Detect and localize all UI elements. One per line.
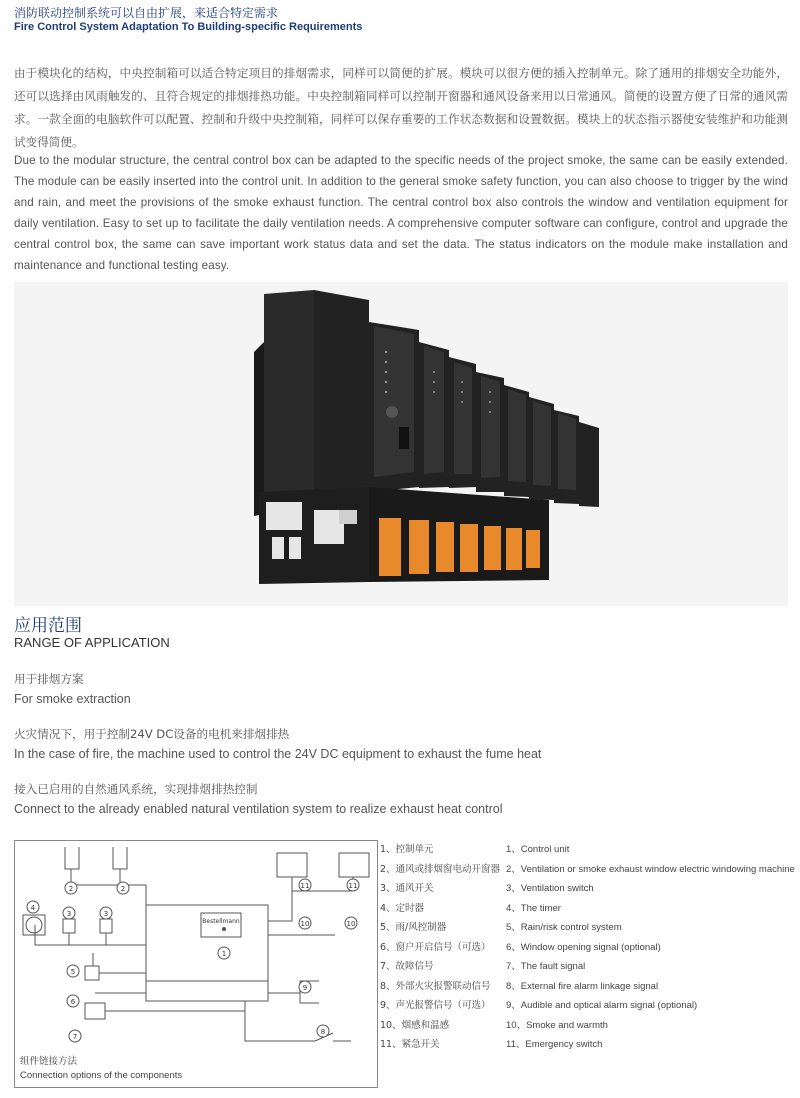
connection-diagram <box>14 840 378 1088</box>
header-title-en: Fire Control System Adaptation To Building-specific Requirements <box>14 21 363 33</box>
legend-item-cn: 2、通风或排烟窗电动开窗器 <box>380 863 501 875</box>
application-item-en: Connect to the already enabled natural ventilation system to realize exhaust heat control <box>14 802 503 816</box>
legend-cn-list <box>380 840 505 1055</box>
diagram-number: 6 <box>70 998 76 1006</box>
legend-item-cn: 6、窗户开启信号（可选） <box>380 941 491 953</box>
diagram-number: 1 <box>221 950 227 958</box>
diagram-number: 10 <box>300 920 310 928</box>
legend-item-cn: 7、故障信号 <box>380 961 434 972</box>
section-title-cn: 应用范围 <box>14 616 82 636</box>
legend-item-cn: 3、通风开关 <box>380 883 434 894</box>
legend-item-en: 4、The timer <box>506 902 561 914</box>
diagram-number: 2 <box>120 885 126 893</box>
legend-item-en: 2、Ventilation or smoke exhaust window electric windowing machine <box>506 863 795 875</box>
diagram-caption-en: Connection options of the components <box>20 1070 183 1081</box>
intro-paragraph-cn: 由于模块化的结构，中央控制箱可以适合特定项目的排烟需求，同样可以简便的扩展。模块可以很方便的插入控制单元。除了通用的排烟安全功能外，还可以选择由风雨触发的、且符合规定的排烟排热功能。中央控制箱同样可以控制开窗器和通风设备来用以日常通风。简便的设置方便了日常的通风需求。一款全面的电脑软件可以配置、控制和升级中央控制箱，同样可以保存重要的工作状态数据和设置数据。模块上的状态指示器使安装维护和功能测试变得简便。 <box>14 66 788 149</box>
diagram-number: 8 <box>320 1028 326 1036</box>
diagram-number: 9 <box>302 984 308 992</box>
legend-item-en: 6、Window opening signal (optional) <box>506 941 661 953</box>
diagram-number: 2 <box>68 885 74 893</box>
legend-item-cn: 11、紧急开关 <box>380 1039 440 1050</box>
legend-item-cn: 5、雨/风控制器 <box>380 922 447 933</box>
product-photo <box>14 282 788 606</box>
legend-item-en: 8、External fire alarm linkage signal <box>506 980 659 992</box>
application-item <box>14 671 788 706</box>
diagram-number: 3 <box>103 910 109 918</box>
legend-item-cn: 8、外部火灾报警联动信号 <box>380 980 491 992</box>
application-item-cn: 用于排烟方案 <box>14 672 84 686</box>
control-cabinet-illustration <box>14 282 788 606</box>
section-title-en: RANGE OF APPLICATION <box>14 635 170 650</box>
diagram-number: 7 <box>72 1033 78 1041</box>
legend-item-cn: 4、定时器 <box>380 902 425 914</box>
diagram-brand-label: Bestellmann <box>202 918 240 925</box>
application-item-en: For smoke extraction <box>14 692 131 706</box>
diagram-number: 5 <box>70 968 76 976</box>
diagram-number: 10 <box>346 920 356 928</box>
legend-item-cn: 1、控制单元 <box>380 844 434 855</box>
diagram-number: 4 <box>30 904 36 912</box>
diagram-number: 11 <box>348 882 358 890</box>
legend-item-cn: 10、烟感和温感 <box>380 1019 450 1031</box>
application-item-en: In the case of fire, the machine used to control the 24V DC equipment to exhaust the fume heat <box>14 747 542 761</box>
legend-item-en: 1、Control unit <box>506 844 570 855</box>
application-item-cn: 接入已启用的自然通风系统，实现排烟排热控制 <box>14 782 258 796</box>
legend-item-en: 3、Ventilation switch <box>506 883 594 894</box>
legend-item-en: 5、Rain/risk control system <box>506 922 622 933</box>
diagram-number: 3 <box>66 910 72 918</box>
diagram-caption-cn: 组件链接方法 <box>20 1056 78 1067</box>
application-item-cn: 火灾情况下，用于控制24V DC设备的电机来排烟排热 <box>14 727 290 741</box>
legend-item-en: 9、Audible and optical alarm signal (optional) <box>506 1000 698 1011</box>
intro-paragraph-en: Due to the modular structure, the central control box can be adapted to the specific needs of the project smoke, the same can be easily extended. The module can be easily inserted into the control unit. In addition to the general smoke safety function, you can also choose to trigger by the wind and rain, and meet the provisions of the smoke exhaust function. The central control box also controls the window and ventilation equipment for daily ventilation. Easy to set up to facilitate the daily ventilation needs. A comprehensive computer software can configure, control and upgrade the central control box, the same can save important work status data and set the data. The status indicators on the module make installation and maintenance and functional testing easy. <box>14 154 788 272</box>
legend-item-en: 11、Emergency switch <box>506 1039 603 1050</box>
legend-en-list <box>506 840 795 1055</box>
application-item <box>14 726 788 761</box>
application-item <box>14 781 788 816</box>
legend-item-cn: 9、声光报警信号（可选） <box>380 1000 491 1011</box>
wiring-diagram <box>15 841 377 1051</box>
legend-item-en: 7、The fault signal <box>506 961 586 972</box>
legend-item-en: 10、Smoke and warmth <box>506 1019 608 1031</box>
header-title-cn: 消防联动控制系统可以自由扩展，来适合特定需求 <box>14 6 279 20</box>
diagram-number: 11 <box>300 882 310 890</box>
